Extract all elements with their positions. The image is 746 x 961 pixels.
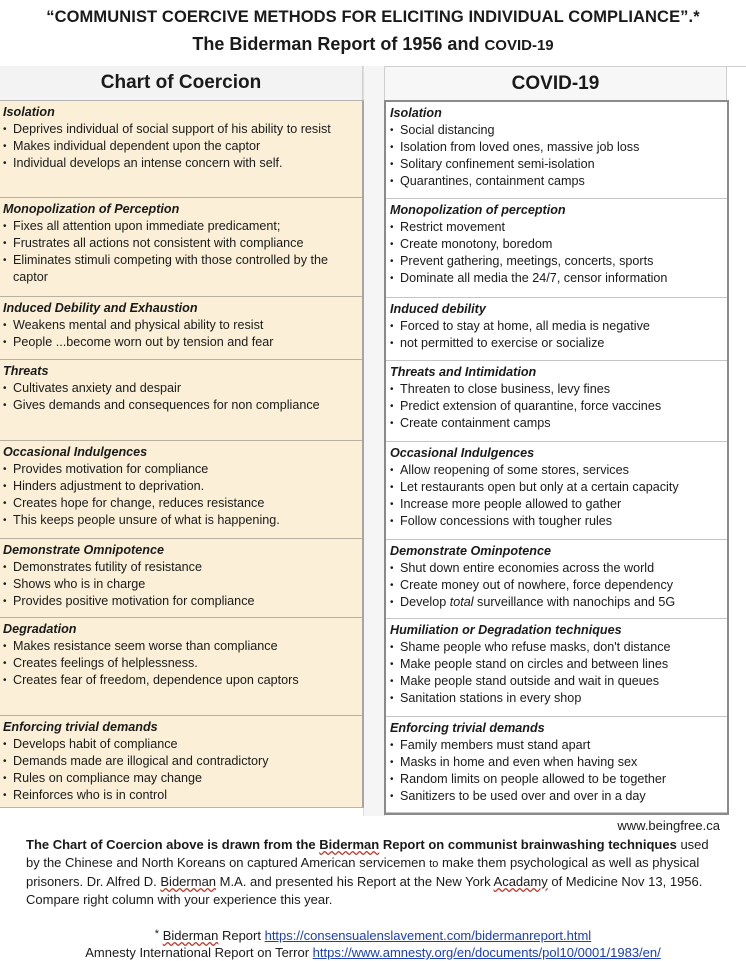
section-title: Humiliation or Degradation techniques (390, 623, 622, 637)
bullet-item: • Family members must stand apart (390, 737, 725, 754)
bullet-item: • Demands made are illogical and contradictory (3, 753, 358, 770)
references (0, 926, 746, 961)
bullet-item: • Eliminates stimuli competing with those controlled by the captor (3, 252, 358, 286)
section-title: Isolation (390, 106, 442, 120)
left-section (0, 198, 362, 297)
bullet-item: • Deprives individual of social support of his ability to resist (3, 121, 358, 138)
subtitle-covid: COVID-19 (484, 37, 554, 54)
bullet-item: • Solitary confinement semi-isolation (390, 156, 725, 173)
website-credit: www.beingfree.ca (617, 818, 720, 833)
subtitle-main: The Biderman Report of 1956 and (192, 34, 485, 54)
bullet-item: • Make people stand outside and wait in queues (390, 673, 725, 690)
left-section (0, 297, 362, 360)
bullet-item: • Increase more people allowed to gather (390, 496, 725, 513)
biderman-word: Biderman (319, 837, 380, 852)
academy-word: Acadamy (493, 874, 548, 889)
bullet-item: • Creates hope for change, reduces resistance (3, 495, 358, 512)
bullet-item: • Social distancing (390, 122, 725, 139)
reference-2 (0, 944, 746, 961)
bullet-item: • Hinders adjustment to deprivation. (3, 478, 358, 495)
bullet-item: • Provides positive motivation for compliance (3, 593, 358, 610)
section-title: Threats and Intimidation (390, 365, 537, 379)
para-part: to (429, 857, 439, 870)
bullet-item: • Develop total surveillance with nanochips and 5G (390, 594, 725, 611)
bullet-item: • Sanitation stations in every shop (390, 690, 725, 707)
section-title: Occasional Indulgences (3, 445, 148, 459)
para-part: M.A. and presented his Report at the New York (216, 874, 494, 889)
right-section (386, 199, 727, 298)
bullet-item: • Create containment camps (390, 415, 725, 432)
bullet-item: • Shut down entire economies across the world (390, 560, 725, 577)
section-title: Demonstrate Ominpotence (390, 544, 551, 558)
bullet-item: • Follow concessions with tougher rules (390, 513, 725, 530)
right-section (386, 540, 727, 619)
reference-1 (0, 926, 746, 944)
bullet-item: • Threaten to close business, levy fines (390, 381, 725, 398)
bullet-item: • Shows who is in charge (3, 576, 358, 593)
left-section (0, 716, 362, 807)
bullet-item: • Rules on compliance may change (3, 770, 358, 787)
bullet-item: • Creates fear of freedom, dependence upon captors (3, 672, 358, 689)
ref1-link[interactable]: https://consensualenslavement.com/bidermanreport.html (264, 928, 592, 943)
source-paragraph (26, 836, 716, 908)
covid-column (384, 100, 729, 815)
page-header (0, 0, 746, 67)
right-section (386, 717, 727, 813)
para-part: make them psychological as well as physical prisoners. Dr. Alfred D. (26, 854, 700, 889)
section-title: Demonstrate Omnipotence (3, 543, 164, 557)
left-section (0, 441, 362, 539)
left-section (0, 101, 362, 198)
bullet-item: • Reinforces who is in control (3, 787, 358, 804)
right-section (386, 102, 727, 199)
bullet-item: • Makes resistance seem worse than compliance (3, 638, 358, 655)
bullet-item: • Prevent gathering, meetings, concerts, sports (390, 253, 725, 270)
bullet-item: • Develops habit of compliance (3, 736, 358, 753)
bullet-item: • People ...become worn out by tension and fear (3, 334, 358, 351)
section-title: Monopolization of perception (390, 203, 566, 217)
right-section (386, 361, 727, 442)
bullet-item: • Restrict movement (390, 219, 725, 236)
section-title: Degradation (3, 622, 77, 636)
section-title: Isolation (3, 105, 55, 119)
emphasis: total (449, 595, 474, 609)
bullet-item: • Weakens mental and physical ability to resist (3, 317, 358, 334)
section-title: Occasional Indulgences (390, 446, 535, 460)
bullet-item: • Quarantines, containment camps (390, 173, 725, 190)
main-title: “COMMUNIST COERCIVE METHODS FOR ELICITING INDIVIDUAL COMPLIANCE”.* (46, 8, 700, 26)
ref2-text: Amnesty International Report on Terror (85, 945, 313, 960)
left-section (0, 539, 362, 618)
subtitle (0, 34, 746, 55)
bullet-item: • not permitted to exercise or socialize (390, 335, 725, 352)
bullet-item: • This keeps people unsure of what is happening. (3, 512, 358, 529)
right-section (386, 619, 727, 717)
bullet-item: • Frustrates all actions not consistent with compliance (3, 235, 358, 252)
bullet-item: • Create monotony, boredom (390, 236, 725, 253)
bullet-item: • Create money out of nowhere, force dependency (390, 577, 725, 594)
bullet-item: • Sanitizers to be used over and over in a day (390, 788, 725, 805)
right-section (386, 298, 727, 361)
bullet-item: • Fixes all attention upon immediate predicament; (3, 218, 358, 235)
bullet-item: • Isolation from loved ones, massive job loss (390, 139, 725, 156)
section-title: Induced Debility and Exhaustion (3, 301, 198, 315)
coercion-column (0, 100, 364, 808)
para-part: of Medicine Nov 13, 1956. Compare right column with your experience this year. (26, 874, 703, 907)
para-part: The Chart of Coercion above is drawn from the (26, 837, 320, 852)
biderman-word: Biderman (160, 874, 217, 889)
bullet-item: • Individual develops an intense concern with self. (3, 155, 358, 172)
section-title: Enforcing trivial demands (390, 721, 545, 735)
para-part: used by the Chinese and North Koreans on captured American servicemen (26, 837, 709, 870)
footer (0, 816, 746, 960)
section-title: Monopolization of Perception (3, 202, 180, 216)
bullet-item: • Demonstrates futility of resistance (3, 559, 358, 576)
bullet-item: • Dominate all media the 24/7, censor information (390, 270, 725, 287)
bullet-item: • Gives demands and consequences for non compliance (3, 397, 358, 414)
ref2-link[interactable]: https://www.amnesty.org/en/documents/pol10/0001/1983/en/ (312, 945, 661, 960)
bullet-item: • Creates feelings of helplessness. (3, 655, 358, 672)
ref1-label: Biderman (162, 928, 219, 943)
section-title: Threats (3, 364, 49, 378)
bullet-item: • Predict extension of quarantine, force vaccines (390, 398, 725, 415)
bullet-item: • Makes individual dependent upon the captor (3, 138, 358, 155)
right-column-heading: COVID-19 (384, 66, 727, 101)
section-title: Enforcing trivial demands (3, 720, 158, 734)
bullet-item: • Masks in home and even when having sex (390, 754, 725, 771)
ref1-text: Report (218, 928, 265, 943)
bullet-item: • Shame people who refuse masks, don't distance (390, 639, 725, 656)
left-section (0, 360, 362, 441)
asterisk: * (154, 928, 160, 940)
right-section (386, 442, 727, 540)
bullet-item: • Forced to stay at home, all media is negative (390, 318, 725, 335)
para-part: Report on communist brainwashing techniques (379, 837, 677, 852)
bullet-item: • Allow reopening of some stores, services (390, 462, 725, 479)
bullet-item: • Let restaurants open but only at a certain capacity (390, 479, 725, 496)
section-title: Induced debility (390, 302, 486, 316)
column-gutter (363, 66, 385, 816)
bullet-item: • Make people stand on circles and between lines (390, 656, 725, 673)
bullet-item: • Cultivates anxiety and despair (3, 380, 358, 397)
left-column-heading: Chart of Coercion (0, 66, 363, 100)
bullet-item: • Random limits on people allowed to be together (390, 771, 725, 788)
bullet-item: • Provides motivation for compliance (3, 461, 358, 478)
left-section (0, 618, 362, 716)
